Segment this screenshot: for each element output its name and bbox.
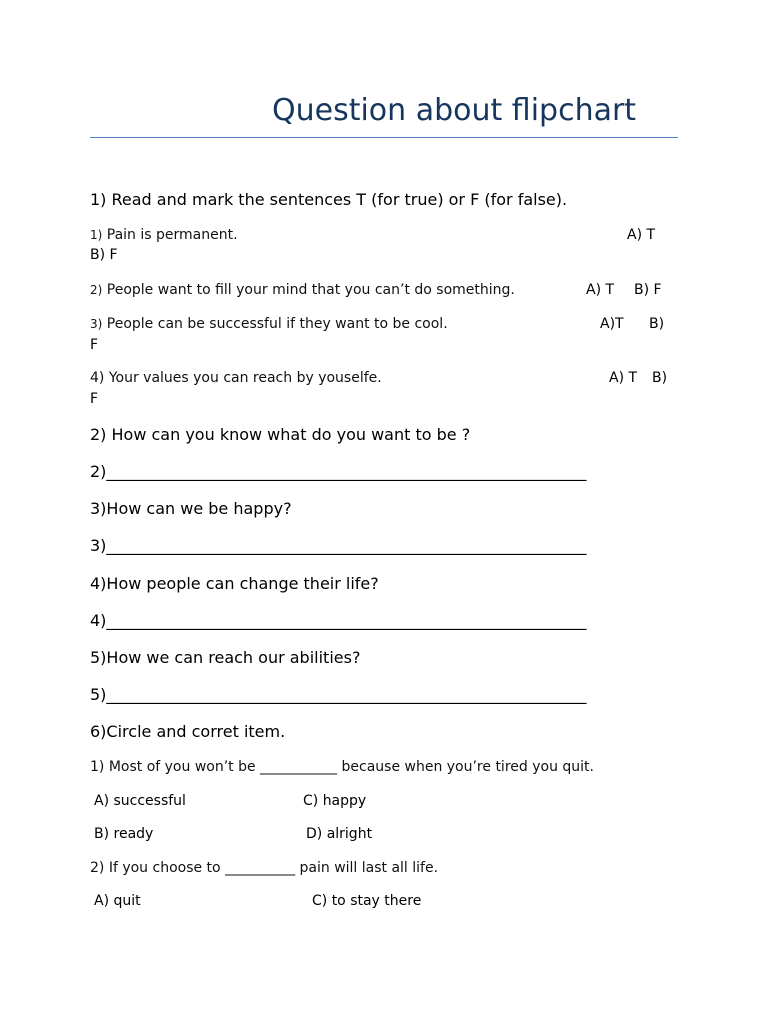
q6-item-1-stem: 1) Most of you won’t be ___________ because when you’re tired you quit. <box>90 759 594 775</box>
q2-heading: 2) How can you know what do you want to be ? <box>90 425 471 444</box>
q5-heading: 5)How we can reach our abilities? <box>90 648 361 667</box>
q6-item-1-option-b[interactable]: B) ready <box>94 826 154 842</box>
q1-item-1-option-b[interactable]: B) F <box>90 247 118 263</box>
q1-item-3-option-b-cont[interactable]: F <box>90 337 99 353</box>
q1-item-4-option-b-cont[interactable]: F <box>90 391 99 407</box>
q1-item-2-number: 2) <box>90 283 103 297</box>
q3-answer-line[interactable]: 3)____________________________________________________________ <box>90 536 587 555</box>
q6-item-1-option-c[interactable]: C) happy <box>303 793 367 809</box>
q1-item-4 <box>90 370 382 386</box>
q6-item-2-option-a[interactable]: A) quit <box>94 893 141 909</box>
q1-heading: 1) Read and mark the sentences T (for true) or F (for false). <box>90 190 568 209</box>
q6-item-1-option-d[interactable]: D) alright <box>306 826 373 842</box>
q1-item-1-number: 1) <box>90 228 103 242</box>
q1-item-3-option-b[interactable]: B) <box>649 316 665 332</box>
q6-heading: 6)Circle and corret item. <box>90 722 286 741</box>
q1-item-1-text: Pain is permanent. <box>102 227 238 243</box>
q6-item-2-stem: 2) If you choose to __________ pain will last all life. <box>90 860 439 876</box>
q1-item-3-text: People can be successful if they want to be cool. <box>102 316 448 332</box>
page-title: Question about flipchart <box>272 93 637 128</box>
title-underline <box>90 137 678 138</box>
q5-answer-line[interactable]: 5)____________________________________________________________ <box>90 685 587 704</box>
q1-item-4-text: Your values you can reach by youselfe. <box>104 370 382 386</box>
q1-item-1 <box>90 227 238 243</box>
q1-item-2 <box>90 282 515 298</box>
q1-item-2-option-a[interactable]: A) T <box>586 282 615 298</box>
q1-item-2-text: People want to fill your mind that you can’t do something. <box>102 282 515 298</box>
q6-item-2-option-c[interactable]: C) to stay there <box>312 893 422 909</box>
q1-item-4-number: 4) <box>90 370 105 386</box>
q3-heading: 3)How can we be happy? <box>90 499 292 518</box>
q1-item-1-option-a[interactable]: A) T <box>627 227 656 243</box>
q4-answer-line[interactable]: 4)____________________________________________________________ <box>90 611 587 630</box>
q2-answer-line[interactable]: 2)____________________________________________________________ <box>90 462 587 481</box>
q1-item-4-option-a[interactable]: A) T <box>609 370 638 386</box>
q1-item-2-option-b[interactable]: B) F <box>634 282 662 298</box>
q6-item-1-option-a[interactable]: A) successful <box>94 793 186 809</box>
q1-item-3-number: 3) <box>90 317 103 331</box>
q1-item-4-option-b[interactable]: B) <box>652 370 668 386</box>
q4-heading: 4)How people can change their life? <box>90 574 379 593</box>
q1-item-3 <box>90 316 448 332</box>
q1-item-3-option-a[interactable]: A)T <box>600 316 624 332</box>
